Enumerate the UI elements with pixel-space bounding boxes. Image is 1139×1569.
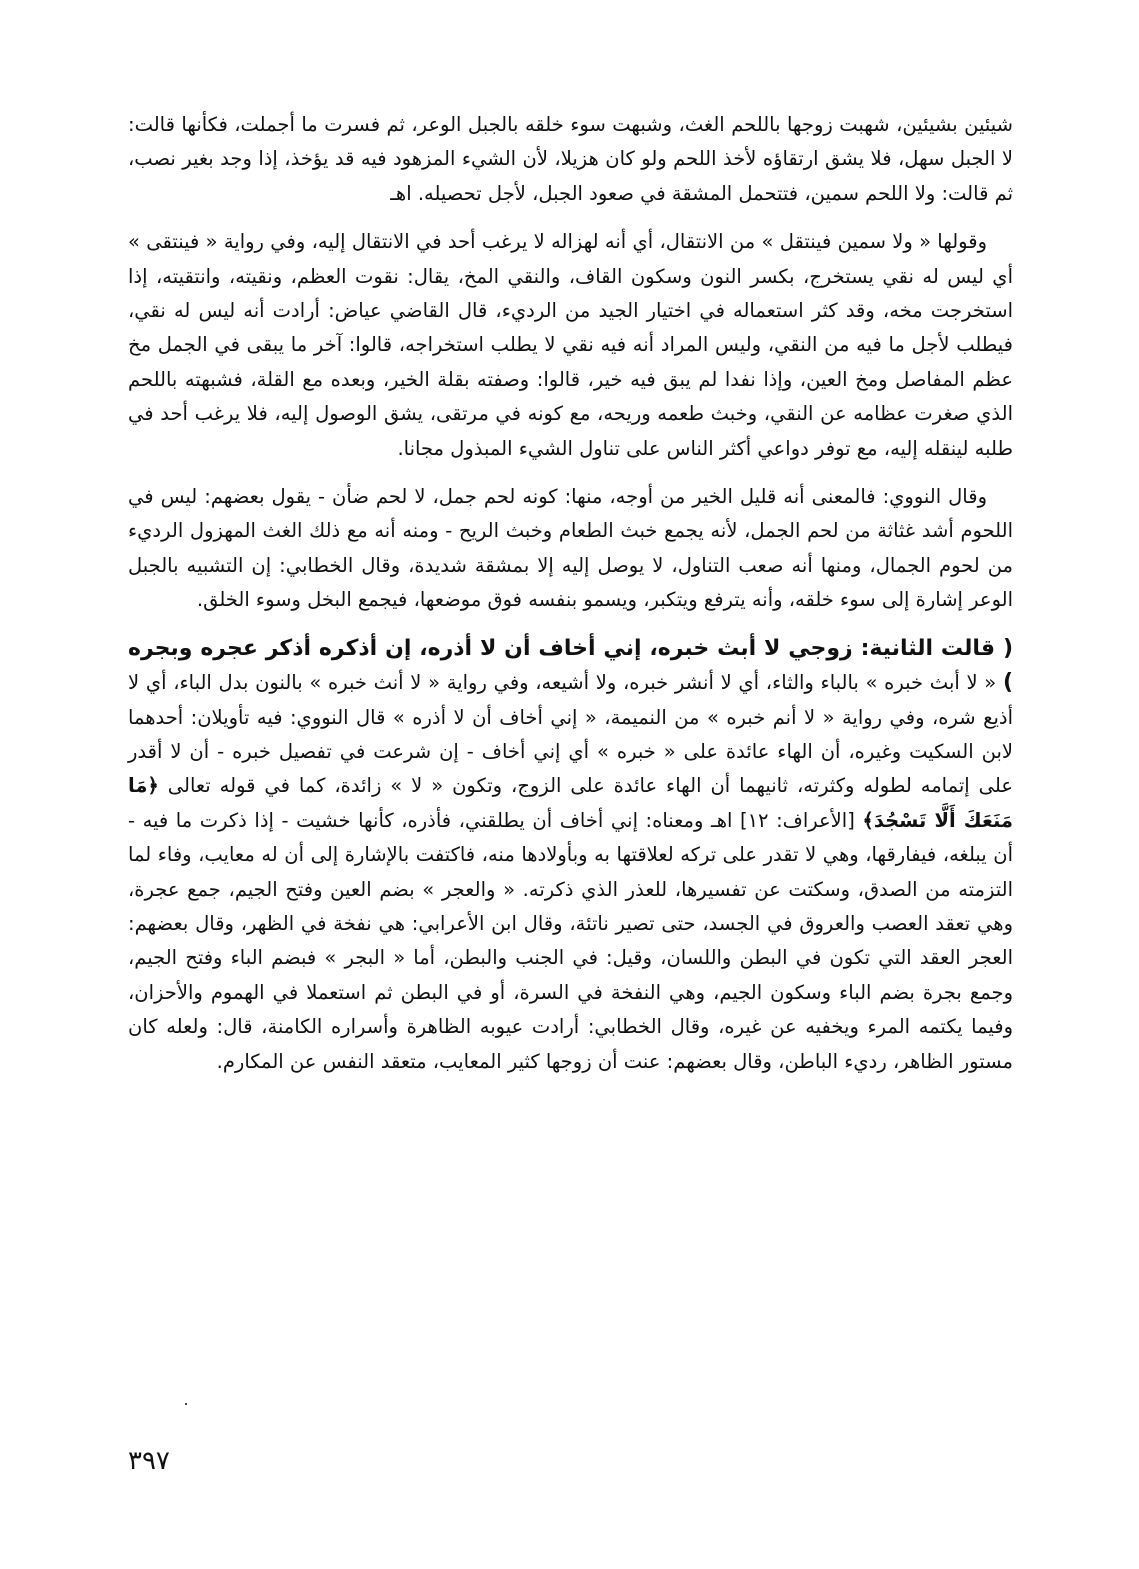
hadith-heading: ( قالت الثانية: زوجي لا أبث خبره، إني أخاف أن لا أذره، إن أذكره أذكر عجره وبجره )	[128, 635, 1013, 696]
page-number: ٣٩٧	[128, 1446, 170, 1476]
paragraph-4-text-a: « لا أبث خبره » بالباء والثاء، أي لا أنشر خبره، ولا أشيعه، وفي رواية « لا أنث خبره » بالنون بدل الباء، أي لا أذيع شره، وفي رواية « لا أنم خبره » من النميمة، « إني أخاف أن لا أذره » قال النووي: فيه تأويلان: أحدهما لابن السكيت وغيره، أن الهاء عائدة على « خبره » أي إني أخاف - إن شرعت في تفصيل خبره - أن لا أقدر على إتمامه لطوله وكثرته، ثانيهما أن الهاء عائدة على الزوج، وتكون « لا » زائدة، كما في قوله تعالى	[128, 671, 1013, 798]
quran-verse: ﴿مَا مَنَعَكَ أَلَّا تَسْجُدَ﴾	[128, 774, 1013, 832]
paragraph-3: وقال النووي: فالمعنى أنه قليل الخير من أوجه، منها: كونه لحم جمل، لا لحم ضأن - يقول بعضهم: ليس في اللحوم أشد غثاثة من لحم الجمل، لأنه يجمع خبث الطعام وخبث الريح - ومنه أنه مع ذلك الغث المهزول الرديء من لحوم الجمال، ومنها أنه صعب التناول، لا يوصل إليه إلا بمشقة شديدة، وقال الخطابي: إن التشبيه بالجبل الوعر إشارة إلى سوء خلقه، وأنه يترفع ويتكبر، ويسمو بنفسه فوق موضعها، فيجمع البخل وسوء الخلق.	[128, 485, 1013, 612]
scan-speck	[185, 1403, 187, 1405]
paragraph-2: وقولها « ولا سمين فينتقل » من الانتقال، أي أنه لهزاله لا يرغب أحد في الانتقال إليه، وفي رواية « فينتقى » أي ليس له نقي يستخرج، بكسر النون وسكون القاف، والنقي المخ، يقال: نقوت العظم، ونقيته، وانتقيته، إذا استخرجت مخه، وقد كثر استعماله في اختيار الجيد من الرديء، قال القاضي عياض: أرادت أنه ليس له نقي، فيطلب لأجل ما فيه من النقي، وليس المراد أنه فيه نقي لا يطلب استخراجه، قالوا: آخر ما يبقى في الجمل مخ عظم المفاصل ومخ العين، وإذا نفدا لم يبق فيه خير، قالوا: وصفته بقلة الخير، وبعده مع القلة، فشبهته باللحم الذي صغرت عظامه عن النقي، وخبث طعمه وريحه، مع كونه في مرتقى، يشق الوصول إليه، فلا يرغب أحد في طلبه لينقله إليه، مع توفر دواعي أكثر الناس على تناول الشيء المبذول مجانا.	[128, 230, 1013, 460]
paragraph-4-text-b: [الأعراف: ١٢] اهـ ومعناه: إني أخاف أن يطلقني، فأذره، كأنها خشيت - إذا ذكرت ما فيه - أن يبلغه، فيفارقها، وهي لا تقدر على تركه لعلاقتها به وبأولادها منه، فاكتفت بالإشارة إلى أن له معايب، وفاء لما التزمته من الصدق، وسكتت عن تفسيرها، للعذر الذي ذكرته. « والعجر » بضم العين وفتح الجيم، جمع عجرة، وهي تعقد العصب والعروق في الجسد، حتى تصير ناتئة، وقال ابن الأعرابي: هي نفخة في الظهر، وقال بعضهم: العجر العقد التي تكون في البطن واللسان، وقيل: في الجنب والبطن، أما « البجر » فبضم الباء وفتح الجيم، وجمع بجرة بضم الباء وسكون الجيم، وهي النفخة في السرة، أو في البطن ثم استعملا في الهموم والأحزان، وفيما يكتمه المرء ويخفيه عن غيره، وقال الخطابي: أرادت عيوبه الظاهرة وأسراره الكامنة، قال: ولعله كان مستور الظاهر، رديء الباطن، وقال بعضهم: عنت أن زوجها كثير المعايب، متعقد النفس عن المكارم.	[128, 808, 1013, 1073]
body-text	[128, 108, 1013, 1093]
paragraph-1: شيئين بشيئين، شهبت زوجها باللحم الغث، وشبهت سوء خلقه بالجبل الوعر، ثم فسرت ما أجملت، فكأنها قالت: لا الجبل سهل، فلا يشق ارتقاؤه لأخذ اللحم ولو كان هزيلا، لأن الشيء المزهود فيه قد يؤخذ، إذا وجد بغير نصب، ثم قالت: ولا اللحم سمين، فتتحمل المشقة في صعود الجبل، لأجل تحصيله. اهـ	[128, 113, 1013, 205]
paragraph-4	[128, 632, 1013, 1079]
